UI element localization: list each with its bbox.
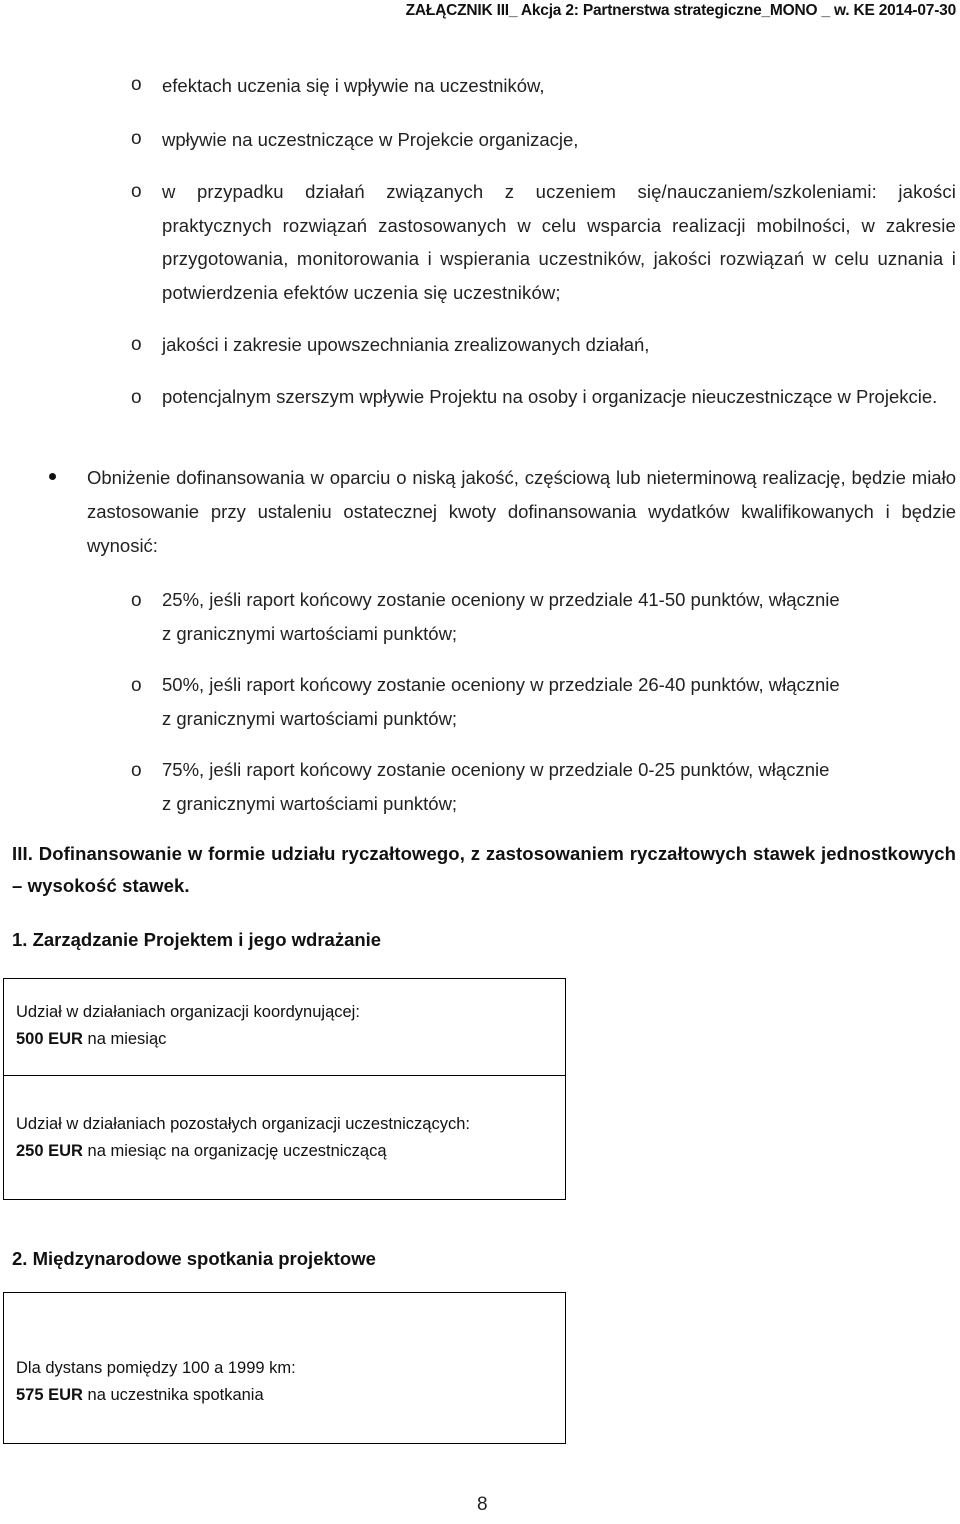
document-header: ZAŁĄCZNIK III_ Akcja 2: Partnerstwa strategiczne_MONO _ w. KE 2014-07-30 [405,2,956,19]
list-marker: o [131,334,142,355]
reduction-line: 25%, jeśli raport końcowy zostanie oceniony w przedziale 41-50 punktów, włącznie [162,589,840,610]
section-heading: III. Dofinansowanie w formie udziału ryczałtowego, z zastosowaniem ryczałtowych stawek jednostkowych – wysokość stawek. [12,843,956,896]
rate-unit: na uczestnika spotkania [82,1386,264,1404]
page-number: 8 [477,1494,488,1515]
list-marker: o [131,590,142,611]
table-row [16,1355,296,1409]
rate-value [16,1026,360,1053]
list-item: potencjalnym szerszym wpływie Projektu na osoby i organizacje nieuczestniczące w Projekcie. [162,386,938,407]
subsection-heading: 2. Międzynarodowe spotkania projektowe [12,1248,376,1269]
bullet-dot-icon [49,473,56,480]
rate-label: Dla dystans pomiędzy 100 a 1999 km: [16,1359,296,1377]
rate-value [16,1138,470,1165]
list-item: w przypadku działań związanych z uczeniem się/nauczaniem/szkoleniami: jakości praktycznych rozwiązań zastosowanych w celu wsparcia realizacji mobilności, w zakresie przygotowania, monitorowania i wspierania uczestników, jakości rozwiązań w celu uznania i potwierdzenia efektów uczenia się uczestników; [162,181,956,303]
list-marker: o [131,128,142,149]
list-marker: o [131,387,142,408]
reduction-line: 75%, jeśli raport końcowy zostanie oceniony w przedziale 0-25 punktów, włącznie [162,759,830,780]
reduction-line: z granicznymi wartościami punktów; [162,792,458,814]
list-item: wpływie na uczestniczące w Projekcie organizacje, [162,129,579,150]
reduction-line: z granicznymi wartościami punktów; [162,707,458,729]
rate-unit: na miesiąc na organizację uczestniczącą [82,1142,387,1160]
table-row [16,1111,470,1165]
rate-value [16,1382,296,1409]
reduction-item [162,753,956,820]
list-marker: o [131,74,142,95]
rate-unit: na miesiąc [82,1030,167,1048]
rate-amount: 500 EUR [16,1030,83,1048]
reduction-item [162,583,956,650]
rate-table [3,978,566,1200]
list-marker: o [131,675,142,696]
list-item: jakości i zakresie upowszechniania zrealizowanych działań, [162,334,650,355]
reduction-line: 50%, jeśli raport końcowy zostanie oceniony w przedziale 26-40 punktów, włącznie [162,674,840,695]
rate-label: Udział w działaniach pozostałych organizacji uczestniczących: [16,1115,470,1133]
list-marker: o [131,760,142,781]
list-item: efektach uczenia się i wpływie na uczestników, [162,75,545,96]
rate-label: Udział w działaniach organizacji koordynującej: [16,1003,360,1021]
rate-amount: 250 EUR [16,1142,83,1160]
rate-amount: 575 EUR [16,1386,83,1404]
reduction-item [162,668,956,735]
subsection-heading: 1. Zarządzanie Projektem i jego wdrażanie [12,929,382,950]
list-marker: o [131,181,142,202]
table-row [16,999,360,1053]
bullet-paragraph: Obniżenie dofinansowania w oparciu o niską jakość, częściową lub nieterminową realizację, będzie miało zastosowanie przy ustaleniu ostatecznej kwoty dofinansowania wydatków kwalifikowanych i będzie wynosić: [87,467,956,556]
table-divider [4,1075,565,1076]
reduction-line: z granicznymi wartościami punktów; [162,622,458,644]
rate-table [3,1292,566,1444]
